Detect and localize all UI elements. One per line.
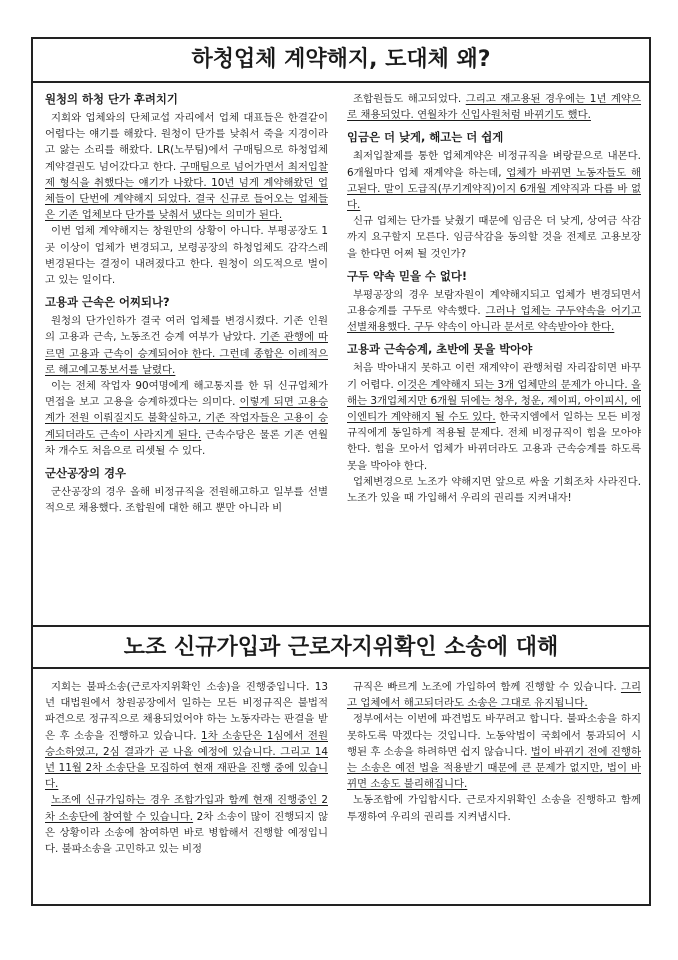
underlined-text: 그리고 재고용된 경우에는 1년 계약으로 채용되었다. 연월차가 신입사원처럼 바뀌기도 했다. [347, 93, 642, 122]
underlined-text: 그러나 업체는 구두약속을 어기고 선별채용했다. 구두 약속이 아니라 문서로 약속받아야 한다. [347, 305, 641, 334]
text-run: 정부에서는 이번에 파견법도 바꾸려고 합니다. 불파소송을 하지 못하도록 막겠다는 것입니다. 노동악법이 국회에서 통과되어 시행된 후 소송을 하려하면 쉽지 않습니다. [347, 713, 641, 758]
text-run: 부평공장의 경우 보람자원이 계약해지되고 업체가 변경되면서 고용승계를 구두로 약속했다. [347, 288, 641, 318]
text-run: 근속수당은 물론 기존 연월차 개수도 처음으로 리셋될 수 있다. [45, 428, 329, 457]
paragraph [45, 484, 328, 516]
underlined-text: 기존 관행에 따르면 고용과 근속이 승계되어야 한다. 그런데 종합은 이례적으로 해고예고통보서를 날렸다. [45, 331, 328, 376]
text-run: 신규 업체는 단가를 낮췄기 때문에 임금은 더 낮게, 상여금 삭감까지 요구할지 모른다. 임금삭감을 동의할 것을 전제로 고용보장을 한다면 어쩌 될 것인가? [347, 215, 641, 260]
section-heading: 구두 약속 믿을 수 없다! [347, 268, 468, 283]
section2-right-column [347, 679, 641, 825]
text-run: 조합원들도 해고되었다. [353, 93, 466, 105]
underlined-text: 구매팀으로 넘어가면서 최저입찰제 형식을 취했다는 얘기가 나왔다. 10년 넘게 계약해왔던 업체들이 단번에 계약해지 되었다. 결국 신규로 들어오는 업체들은 기존 업체보다 단가를 낮춰서 냈다는 의미가 된다. [45, 160, 328, 222]
text-run: 한국지엠에서 일하는 모든 비정규직에게 동일하게 적용될 문제다. 전체 비정규직이 힘을 모아야 한다. 힘을 모아서 업체가 바뀌더라도 고용과 근속승계를 하도록 못을 박아야 한다. [347, 411, 642, 472]
paragraph [45, 313, 328, 378]
section-heading: 원청의 하청 단가 후려치기 [45, 92, 178, 106]
paragraph [45, 792, 328, 857]
underlined-text: 그리고 업체에서 해고되더라도 소송은 그대로 유지됩니다. [347, 681, 641, 710]
section1-left-column [45, 91, 328, 516]
paragraph [45, 223, 328, 288]
section-heading: 고용과 근속승계, 초반에 못을 박아야 [347, 342, 533, 357]
text-run: 이번 업체 계약해지는 창원만의 상황이 아니다. 부평공장도 1곳 이상이 업체가 변경되고, 보령공장의 하청업체도 감각스레 변경된다는 결정이 내려졌다고 한다. 원청이 의도적으로 벌이고 있는 일이다. [45, 225, 328, 287]
section2-left-column [45, 679, 328, 857]
paragraph [347, 474, 641, 506]
text-run: 군산공장의 경우 올해 비정규직을 전원해고하고 일부를 선별적으로 채용했다. 조합원에 대한 해고 뿐만 아니라 비 [45, 486, 328, 515]
paragraph [347, 711, 641, 792]
text-run: 노동조합에 가입합시다. 근로자지위확인 소송을 진행하고 함께 투쟁하여 우리의 권리를 지켜냅시다. [347, 794, 641, 823]
paragraph [347, 287, 641, 336]
underlined-text: 이렇게 되면 고용승계가 전원 이뤄질지도 불확실하고, 기존 작업자들은 고용이 승계되더라도 근속이 사라지게 된다. [45, 396, 328, 441]
section2-title: 노조 신규가입과 근로자지위확인 소송에 대해 [33, 625, 649, 669]
section-heading: 고용과 근속은 어찌되나? [45, 295, 170, 310]
section1-right-column [347, 91, 641, 506]
paragraph [347, 91, 641, 123]
underlined-text: 1차 소송단은 1심에서 전원 승소하였고, 2심 결과가 곧 나올 예정에 있습니다. 그리고 14년 11월 2차 소송단을 모집하여 현재 재판을 진행 중에 있습니다. [45, 729, 328, 791]
text-run: 규직은 빠르게 노조에 가입하여 함께 진행할 수 있습니다. [353, 681, 621, 693]
underlined-text: 업체가 바뀌면 노동자들도 해고된다. 말이 도급직(무기계약직)이지 6개월 계약직과 다름 바 없다. [347, 166, 641, 212]
text-run: 업체변경으로 노조가 약해지면 앞으로 싸울 기회조차 사라진다. 노조가 있을 때 가입해서 우리의 권리를 지켜내자! [347, 475, 641, 505]
paragraph [45, 378, 328, 459]
paragraph [347, 148, 641, 213]
text-run: 원청의 단가인하가 결국 여러 업체를 변경시켰다. 기존 인원의 고용과 근속, 노동조건 승계 여부가 남았다. [45, 315, 328, 344]
paragraph [347, 360, 641, 473]
underlined-text: 노조에 신규가입하는 경우 조합가입과 함께 현재 진행중인 2차 소송단에 참여할 수 있습니다. [45, 794, 328, 823]
underlined-text: 이것은 계약해지 되는 3개 업체만의 문제가 아니다. 올해는 3개업체지만 6개월 뒤에는 청우, 청운, 제이피, 아이피시, 에이엔티가 계약해지 될 수도 있다. [347, 378, 641, 424]
text-run: 지회는 불파소송(근로자지위확인 소송)을 진행중입니다. 13년 대법원에서 창원공장에서 일하는 모든 비정규직은 불법적 파견으로 정규직으로 채용되었어야 하는 노동자라는 판결을 받은 후 소송을 진행하고 있습니다. [45, 681, 328, 742]
text-run: 최저입찰제를 통한 업체계약은 비정규직을 벼랑끝으로 내몬다. 6개월마다 업체 재계약을 하는데, [347, 150, 641, 179]
text-run: 이는 전체 작업자 90여명에게 해고통지를 한 뒤 신규업체가 면접을 보고 고용을 승계하겠다는 의미다. [45, 380, 328, 409]
section-heading: 군산공장의 경우 [45, 466, 126, 481]
paragraph [347, 792, 641, 824]
newsletter-frame [31, 37, 651, 906]
paragraph [45, 110, 328, 223]
paragraph [347, 679, 641, 711]
text-run: 처음 박아내지 못하고 이런 재계약이 관행처럼 자리잡히면 바꾸기 어렵다. [347, 362, 641, 391]
paragraph [347, 213, 641, 262]
section1-title: 하청업체 계약해지, 도대체 왜? [33, 39, 649, 83]
text-run: 지회와 업체와의 단체교섭 자리에서 업체 대표들은 한결같이 어렵다는 얘기를 해왔다. 원청이 단가를 낮춰서 죽을 지경이라고 앓는 소리를 해왔다. LR(노무팀)에서 구매팀으로 하청업체 계약결권도 넘어갔다고 한다. [45, 112, 328, 173]
paragraph [45, 679, 328, 792]
underlined-text: 법이 바뀌기 전에 진행하는 소송은 예전 법을 적용받기 때문에 큰 문제가 없지만, 법이 바뀌면 소송도 불리해집니다. [347, 745, 641, 791]
text-run: 2차 소송이 많이 진행되지 않은 상황이라 소송에 참여하면 바로 병합해서 진행할 예정입니다. 불파소송을 고민하고 있는 비정 [45, 810, 328, 856]
section-heading: 임금은 더 낮게, 해고는 더 쉽게 [347, 130, 504, 145]
